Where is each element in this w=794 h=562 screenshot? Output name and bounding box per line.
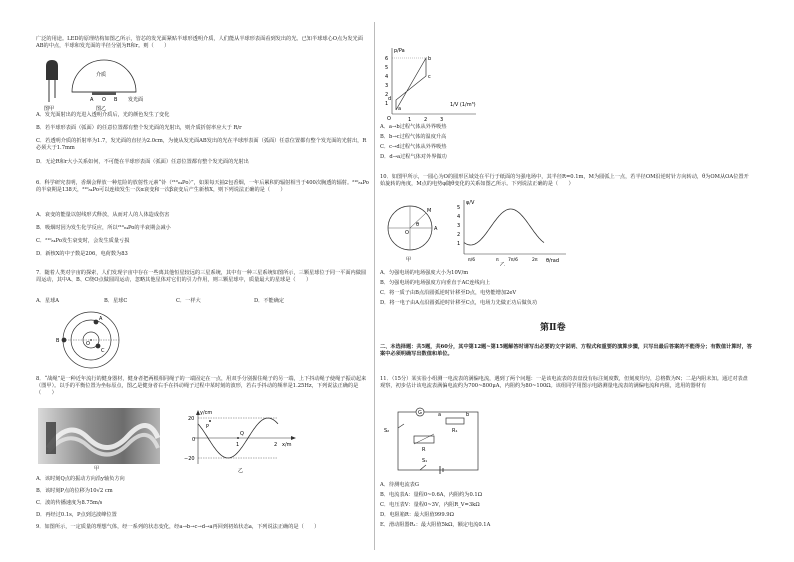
q10-option-a: A．匀强电场的电场强度大小为10V/m <box>380 270 469 276</box>
q8-stem: 8．“战绳”是一种近年流行的健身器材，健身者把两根相同绳子的一端固定在一点，用双手分别握住绳子的另一端，上下抖动绳子使绳子振动起来（图甲）。以手的平衡位置为坐标原点，图乙是健身者右手在抖动绳子过程中某时刻的波形，若右手抖动的频率是1.25Hz，下列说法正确的是（ ） <box>36 376 367 396</box>
right-column <box>380 0 752 562</box>
q5-intro: 广泛的用途。LED的原理结构如图乙所示，管芯的发光面紧贴半球形透明介质，人们能从半球形表面看到发出的光。已知半球球心O点为发光面AB的中点，半球和发光面的半径分别为R和r。则（ ） <box>36 36 363 49</box>
y-tick: 3 <box>385 83 389 89</box>
caption-yi: 乙 <box>500 262 506 266</box>
q9-option-c: C．c→d过程气体从外界吸热 <box>380 144 447 150</box>
x-axis-label: 1/V (1/m³) <box>450 102 476 108</box>
q5-option-b <box>36 125 242 132</box>
y-tick: 20 <box>188 416 195 422</box>
y-tick: 2 <box>385 92 389 98</box>
theta-label: θ <box>416 222 420 228</box>
caption-jia: 甲 <box>406 257 412 263</box>
q11-option-c: C．电压表V：量程0~3V，内阻R_V=3kΩ <box>380 502 480 508</box>
point-b-label: b <box>428 56 432 62</box>
q11-circuit <box>380 404 500 480</box>
q7-option-a: A．星球A <box>36 298 60 304</box>
x-tick: 3 <box>440 117 444 122</box>
battle-rope-overlay <box>38 408 160 464</box>
potential-curve <box>464 209 544 245</box>
terminal-a-label: a <box>438 412 442 418</box>
q8-option-c: C．波的传播速度为8.75m/s <box>36 500 103 506</box>
medium-label: 介质 <box>96 72 107 78</box>
center-label: O <box>405 230 409 236</box>
q8-caption-jia: 甲 <box>94 466 100 472</box>
x-axis-label: x/m <box>282 442 292 448</box>
center-label: O <box>86 341 90 347</box>
y-tick: 5 <box>457 205 461 211</box>
y-tick: 6 <box>385 56 389 62</box>
y-tick: 4 <box>385 74 389 80</box>
point-a-label: A <box>434 226 438 232</box>
point-m-label: M <box>427 208 432 214</box>
q6-option-b: B．吸烟时因为发生化学反应，所以²¹⁰₈₄Po的半衰期会减小 <box>36 225 171 231</box>
q7-stem: 7．随着人类对宇宙的探索，人们发现宇宙中存在一些离其他恒星较远的三星系统，其中有一种三星系统如图所示，三颗星球位于同一平面内做圆周运动，其中A、B、C绕O点做圆周运动，忽略其他星体对它们的引力作用，则三颗星球中，质量最大的星球是（ ） <box>36 270 367 283</box>
q6-option-c: C．²¹⁰₈₄Po发生衰变时，会发生质量亏损 <box>36 238 130 244</box>
point-c-label: c <box>428 74 431 80</box>
x-tick: 1 <box>236 442 240 448</box>
switch-s2-label: S₂ <box>384 428 390 434</box>
star-a <box>94 320 99 325</box>
q5-option-b-text: B．若半球形表面（弧面）的任意位置都有整个发光面的光射出，则介质折射率应大于 <box>36 125 232 131</box>
q10-option-d: D．将一电子由A点沿圆弧逆时针移至C点，电场力先做正功后做负功 <box>380 300 538 306</box>
q7-three-star-figure <box>36 306 146 372</box>
center-o <box>90 339 92 341</box>
q11-option-e: E．滑动阻器R₁：最大阻值5kΩ，额定电流0.1A <box>380 522 491 528</box>
q11-option-d: D．电阻箱R：最大阻值999.9Ω <box>380 512 454 518</box>
fig-label-yi: 图乙 <box>96 106 107 112</box>
point-q <box>237 437 239 439</box>
y-tick: 5 <box>385 65 389 71</box>
cycle-path <box>396 58 426 110</box>
galvanometer-label: G <box>418 410 422 416</box>
q5-figure <box>36 58 176 112</box>
point-p <box>209 420 211 422</box>
x-axis-label: θ/rad <box>546 258 560 264</box>
q6-option-d: D．新核X的中子数是206，电荷数为83 <box>36 251 128 257</box>
q10-option-c: C．将一质子由B点沿圆弧逆时针移至D点，电势能增加2eV <box>380 290 517 296</box>
q10-option-b: B．匀强电场的电场强度方向垂直于AC连线向上 <box>380 280 491 286</box>
y-tick: −20 <box>184 456 195 462</box>
x-tick: π <box>496 258 499 263</box>
q5-option-c: C．若透明介质的折射率为1.7，发光面的直径为2.0cm，为使从发光面AB发出的光在半球形表面（弧面）任意位置都有整个发光面的光射出，R必须大于1.7mm <box>36 138 367 151</box>
y-tick: 1 <box>457 241 461 247</box>
star-c-label: C <box>101 348 105 354</box>
emitter-strip <box>92 92 116 95</box>
q10-potential-chart <box>450 196 570 266</box>
q7-option-d: D．不能确定 <box>254 298 285 304</box>
point-b-label: B <box>114 97 118 103</box>
q8-caption-yi: 乙 <box>238 468 244 474</box>
y-axis-label: y/cm <box>200 410 213 416</box>
q9-pv-chart <box>380 44 480 122</box>
point-a-label: A <box>90 97 94 103</box>
star-b <box>62 338 67 343</box>
q7-option-b: B．星球C <box>104 298 128 304</box>
y-axis-label: p/Pa <box>394 48 405 54</box>
q10-stem: 10．如图甲所示，一圆心为O的圆形区域处在平行于纸面的匀强电场中，其半径R=0.1m，M为圆弧上一点，若半径OM沿逆时针方向转动，θ为OM从OA位置开始旋转的角度，M点的电势φ随θ变化的关系如图乙所示。下列说法正确的是（ ） <box>380 174 749 187</box>
q9-stem: 9．如图所示，一定质量的理想气体，经一系列的状态变化，经a→b→c→d→a再回到初始状态a，下列说法正确的是（ ） <box>36 524 320 530</box>
column-divider <box>374 22 375 550</box>
point-d-label: d <box>388 96 392 102</box>
circuit-loop <box>398 412 478 470</box>
q5-option-a: A．发光面射出的光进入透明介质后，光的颜色发生了变化 <box>36 112 170 118</box>
q8-option-b: B．该时刻P点的位移为10√2 cm <box>36 488 113 494</box>
y-tick: 1 <box>385 101 389 107</box>
switch-s1 <box>420 465 426 470</box>
switch-s2 <box>398 424 404 428</box>
point-q-label: Q <box>240 431 244 437</box>
athlete-silhouette <box>46 422 56 454</box>
x-tick: 7π/6 <box>508 258 518 263</box>
q5-option-b-fraction: R/r <box>233 125 242 131</box>
section-instructions: 二、本选择题：共5题，共60分，其中第12题~第15题解答时请写出必要的文字说明、方程式和重要的演算步骤，只写出最后答案的不能得分；有数值计算时，答案中必须明确写出数值和单位。 <box>380 344 752 357</box>
q10-circle-figure <box>380 198 444 264</box>
origin-label: O <box>387 116 391 122</box>
left-column <box>36 0 370 562</box>
rheostat-label: R₁ <box>452 428 458 434</box>
q8-option-d: D．再经过0.1s，P点到达波峰位置 <box>36 512 117 518</box>
y-axis-label: φ/V <box>466 200 475 206</box>
section-title: 第Ⅱ卷 <box>540 323 566 333</box>
resistance-box <box>414 436 434 443</box>
q11-option-b: B．电流表A：量程0~0.6A，内阻约为0.1Ω <box>380 492 483 498</box>
rheostat-r1 <box>446 418 464 424</box>
x-tick: π/6 <box>468 258 476 263</box>
fig-label-jia: 图甲 <box>44 106 55 112</box>
q5-option-d: D．无论R和r大小关系如何，不可能在半球形表面（弧面）任意位置都有整个发光面的光射出 <box>36 159 249 165</box>
x-tick: 1 <box>408 117 412 122</box>
switch-s1-label: S₁ <box>422 458 428 464</box>
star-b-label: B <box>56 338 60 344</box>
led-body <box>46 60 58 80</box>
q11-option-a: A．待测电流表G <box>380 482 420 488</box>
y-tick: 0 <box>192 437 196 443</box>
x-axis-arrow <box>291 436 296 440</box>
q8-option-a: A．该时刻Q点的振动方向沿y轴负方向 <box>36 476 125 482</box>
x-tick: 2 <box>424 117 428 122</box>
x-tick: 2π <box>532 258 538 263</box>
resistance-box-label: R <box>422 447 426 453</box>
y-tick: 2 <box>457 232 461 238</box>
q6-stem: 6．科学研究表明，香烟会释放一种危险的放射性元素“钋（²¹⁰₈₄Po）”，如果每天抽2包香烟，一年后累积的辐射相当于400次胸透的辐射。²¹⁰₈₄Po的半衰期是138天，²¹⁰₈₄Po可以连续发生一次α衰变和一次β衰变后产生新核X，则下列说法正确的是（ ） <box>36 180 369 193</box>
q8-wave-chart <box>168 406 298 474</box>
q7-option-c: C．一样大 <box>176 298 201 304</box>
terminal-b-label: b <box>466 412 470 418</box>
point-p-label: P <box>206 424 210 430</box>
emitter-label: 发光面 <box>128 97 144 103</box>
y-tick: 4 <box>457 214 461 220</box>
x-tick: 2 <box>274 442 278 448</box>
y-tick: 3 <box>457 223 461 229</box>
q9-option-d: D．d→a过程气体对外界做功 <box>380 154 447 160</box>
q11-stem: 11．（15分）某实验小组测一电流表的满偏电流，遇到了两个问题：一是该电流表的表盘没有标注刻度数，但刻度均匀，总格数为N；二是内阻未知。通过对表盘观察，初步估计该电流表满偏电流约为700~800μA，内阻约为80~100Ω。该组同学用图示电路测量电流表的满偏电流和内阻，选用的器材有 <box>380 376 748 389</box>
q9-option-b: B．b→c过程气体的温度升高 <box>380 134 447 140</box>
center-label: O <box>102 97 106 103</box>
star-a-label: A <box>99 316 103 322</box>
point-a-label: a <box>398 106 402 112</box>
q9-option-a: A．a→b过程气体从外界吸热 <box>380 124 447 130</box>
star-c <box>96 344 101 349</box>
q6-option-a: A．衰变的能量以射线形式释放，从而对人的人体造成伤害 <box>36 212 170 218</box>
